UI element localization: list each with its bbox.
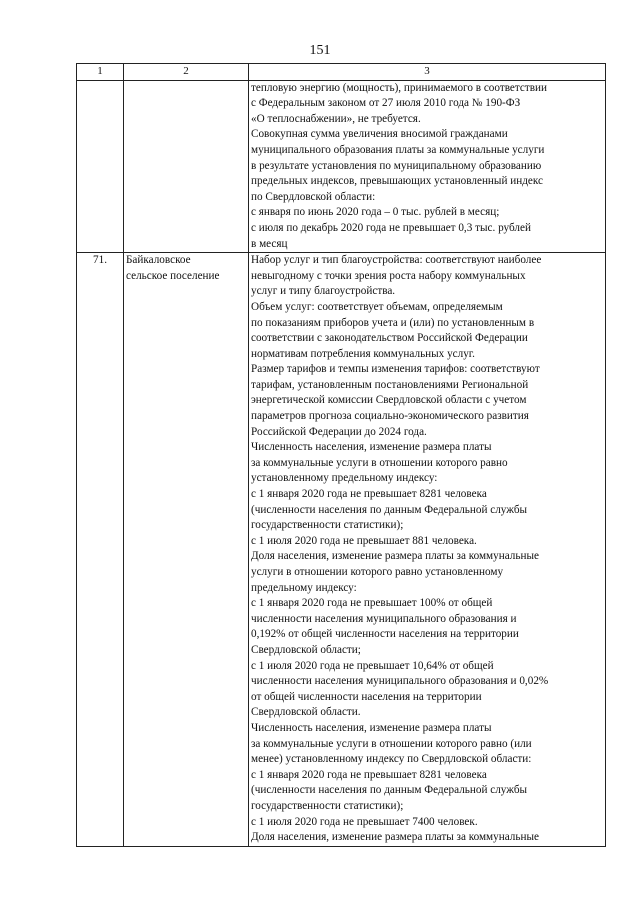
description-line: государственности статистики);	[251, 519, 404, 532]
description-line: численности населения муниципального образования и	[251, 612, 517, 625]
description-line: Численность населения, изменение размера платы	[251, 441, 492, 454]
table-header-row	[77, 64, 606, 81]
description-line: Российской Федерации до 2024 года.	[251, 425, 427, 438]
description-line: в месяц	[251, 237, 288, 250]
row-description	[249, 253, 606, 847]
description-line: установленному предельному индексу:	[251, 472, 438, 485]
description-line: тепловую энергию (мощность), принимаемого в соответствии	[251, 81, 548, 94]
description-line: Доля населения, изменение размера платы за коммунальные	[251, 831, 539, 844]
description-line: численности населения муниципального образования и 0,02%	[251, 675, 549, 688]
description-line: нормативам потребления коммунальных услуг.	[251, 347, 475, 360]
description-line: с 1 января 2020 года не превышает 100% от общей	[251, 597, 493, 610]
row-number: 71.	[77, 253, 124, 847]
description-line: от общей численности населения на территории	[251, 690, 482, 703]
description-line: тарифам, установленным постановлениями Региональной	[251, 378, 529, 391]
description-line: услуг и типу благоустройства.	[251, 285, 396, 298]
row-description	[249, 80, 606, 253]
description-line: предельному индексу:	[251, 581, 357, 594]
description-line: Объем услуг: соответствует объемам, определяемым	[251, 300, 503, 313]
description-line: (численности населения по данным Федеральной службы	[251, 784, 528, 797]
description-line: за коммунальные услуги в отношении которого равно	[251, 456, 508, 469]
column-header-1: 1	[77, 64, 124, 81]
description-line: Свердловской области;	[251, 643, 361, 656]
description-line: энергетической комиссии Свердловской области с учетом	[251, 394, 527, 407]
description-line: невыгодному с точки зрения роста набору коммунальных	[251, 269, 526, 282]
description-line: менее) установленному индексу по Свердловской области:	[251, 753, 532, 766]
description-line: с 1 июля 2020 года не превышает 7400 человек.	[251, 815, 478, 828]
column-header-3: 3	[249, 64, 606, 81]
description-line: 0,192% от общей численности населения на территории	[251, 628, 519, 641]
column-header-2: 2	[124, 64, 249, 81]
municipality-name-line: сельское поселение	[126, 269, 220, 282]
description-line: муниципального образования платы за коммунальные услуги	[251, 143, 545, 156]
description-line: Доля населения, изменение размера платы за коммунальные	[251, 550, 539, 563]
description-line: «О теплоснабжении», не требуется.	[251, 112, 421, 125]
description-line: с 1 июля 2020 года не превышает 10,64% от общей	[251, 659, 494, 672]
description-line: в результате установления по муниципальному образованию	[251, 159, 542, 172]
table-row-71	[77, 253, 606, 847]
description-line: с июля по декабрь 2020 года не превышает 0,3 тыс. рублей	[251, 221, 531, 234]
description-line: по Свердловской области:	[251, 190, 376, 203]
municipality-name	[124, 80, 249, 253]
page-number: 151	[309, 43, 331, 58]
description-line: за коммунальные услуги в отношении которого равно (или	[251, 737, 532, 750]
table-row-continuation	[77, 80, 606, 253]
description-line: (численности населения по данным Федеральной службы	[251, 503, 528, 516]
description-line: с 1 января 2020 года не превышает 8281 человека	[251, 768, 487, 781]
description-line: параметров прогноза социально-экономического развития	[251, 410, 529, 423]
description-line: Размер тарифов и темпы изменения тарифов: соответствуют	[251, 363, 540, 376]
municipality-name-line: Байкаловское	[126, 254, 191, 267]
description-line: по показаниям приборов учета и (или) по установленным в	[251, 316, 535, 329]
description-line: Численность населения, изменение размера платы	[251, 721, 492, 734]
description-line: с 1 июля 2020 года не превышает 881 человека.	[251, 534, 477, 547]
row-number	[77, 80, 124, 253]
municipality-name	[124, 253, 249, 847]
description-line: Свердловской области.	[251, 706, 361, 719]
description-line: Совокупная сумма увеличения вносимой гражданами	[251, 128, 508, 141]
tariff-table	[76, 63, 606, 847]
description-line: с января по июнь 2020 года – 0 тыс. рублей в месяц;	[251, 206, 500, 219]
description-line: государственности статистики);	[251, 799, 404, 812]
description-line: предельных индексов, превышающих установленный индекс	[251, 175, 543, 188]
description-line: соответствии с законодательством Российской Федерации	[251, 332, 528, 345]
description-line: услуги в отношении которого равно установленному	[251, 566, 504, 578]
description-line: с Федеральным законом от 27 июля 2010 года № 190-ФЗ	[251, 97, 521, 110]
description-line: Набор услуг и тип благоустройства: соответствуют наиболее	[251, 254, 542, 267]
description-line: с 1 января 2020 года не превышает 8281 человека	[251, 488, 487, 501]
